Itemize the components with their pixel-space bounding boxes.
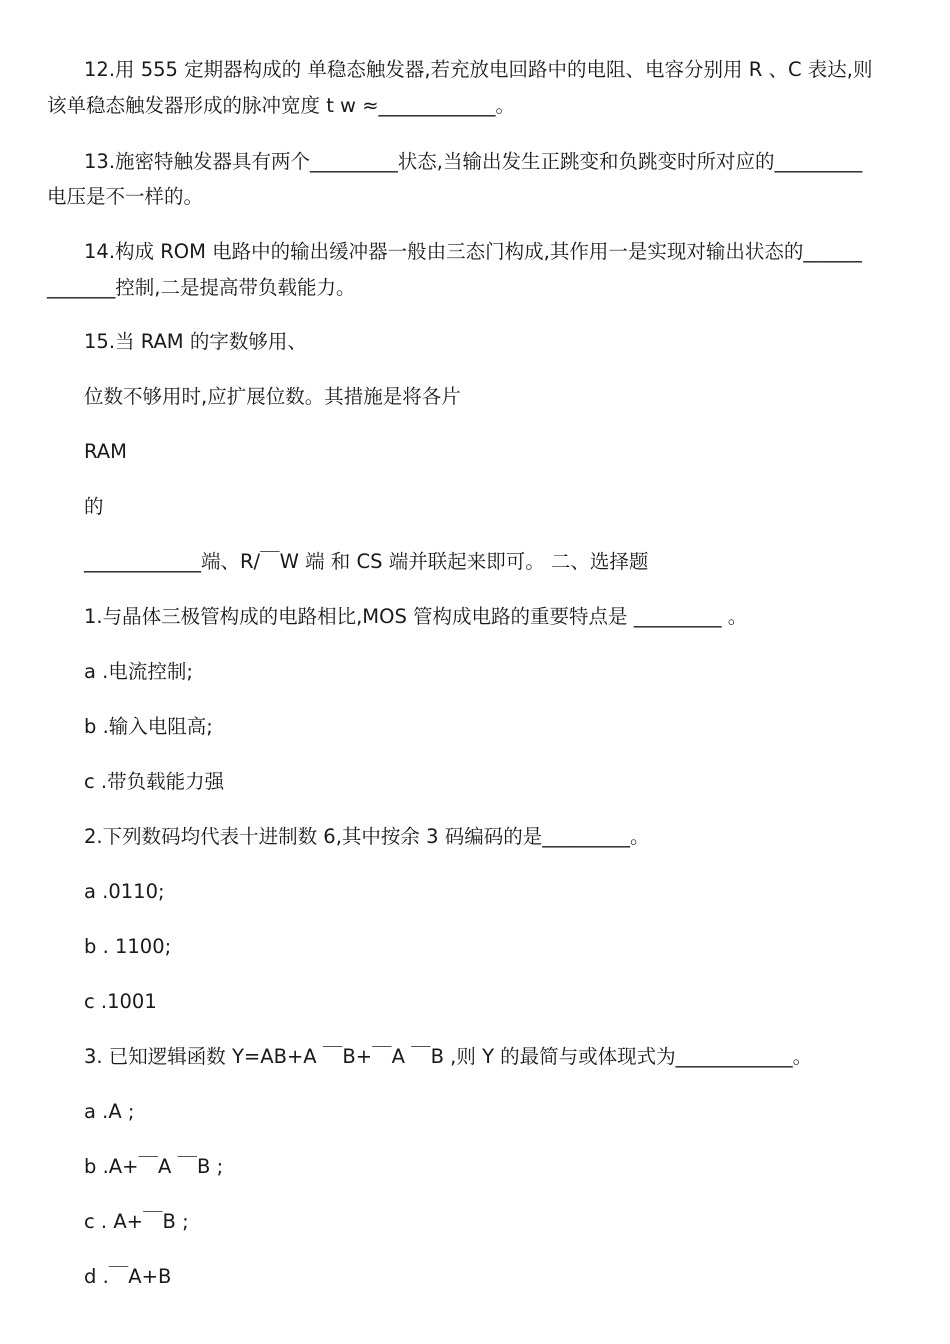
choice-q2-option-b: b . 1100; [84, 935, 172, 958]
choice-q3-option-a: a .A ; [84, 1100, 135, 1123]
q15-line-4: 的 [84, 495, 104, 518]
q15-line-2: 位数不够用时,应扩展位数。其措施是将各片 [84, 385, 461, 408]
choice-q3-option-d: d .￣A+B [84, 1265, 172, 1288]
choice-q1-option-b: b .输入电阻高; [84, 715, 213, 738]
choice-q2-option-c: c .1001 [84, 990, 157, 1013]
q15-line-3: RAM [84, 440, 127, 463]
q13-line-1: 13.施密特触发器具有两个_________状态,当输出发生正跳变和负跳变时所对应的_________ [84, 150, 863, 173]
choice-q1-option-a: a .电流控制; [84, 660, 193, 683]
choice-q3-option-b: b .A+￣A ￣B ; [84, 1155, 224, 1178]
choice-q1-option-c: c .带负载能力强 [84, 770, 225, 793]
choice-q3: 3. 已知逻辑函数 Y=AB+A ￣B+￣A ￣B ,则 Y 的最简与或体现式为____________。 [84, 1045, 813, 1068]
choice-q3-option-c: c . A+￣B ; [84, 1210, 189, 1233]
q13-line-2: 电压是不一样的。 [47, 185, 204, 208]
q15-line-1: 15.当 RAM 的字数够用、 [84, 330, 307, 353]
q15-line-5: ____________端、R/￣W 端 和 CS 端并联起来即可。 二、选择题 [84, 550, 649, 573]
choice-q2-option-a: a .0110; [84, 880, 165, 903]
q14-line-2: _______控制,二是提高带负载能力。 [47, 276, 356, 299]
choice-q1: 1.与晶体三极管构成的电路相比,MOS 管构成电路的重要特点是 _________ 。 [84, 605, 748, 628]
q14-line-1: 14.构成 ROM 电路中的输出缓冲器一般由三态门构成,其作用一是实现对输出状态的______ [84, 240, 862, 263]
choice-q2: 2.下列数码均代表十进制数 6,其中按余 3 码编码的是_________。 [84, 825, 650, 848]
q12-line-1: 12.用 555 定期器构成的 单稳态触发器,若充放电回路中的电阻、电容分别用 R 、C 表达,则 [84, 58, 873, 81]
q12-line-2: 该单稳态触发器形成的脉冲宽度 t w ≈____________。 [47, 94, 516, 117]
